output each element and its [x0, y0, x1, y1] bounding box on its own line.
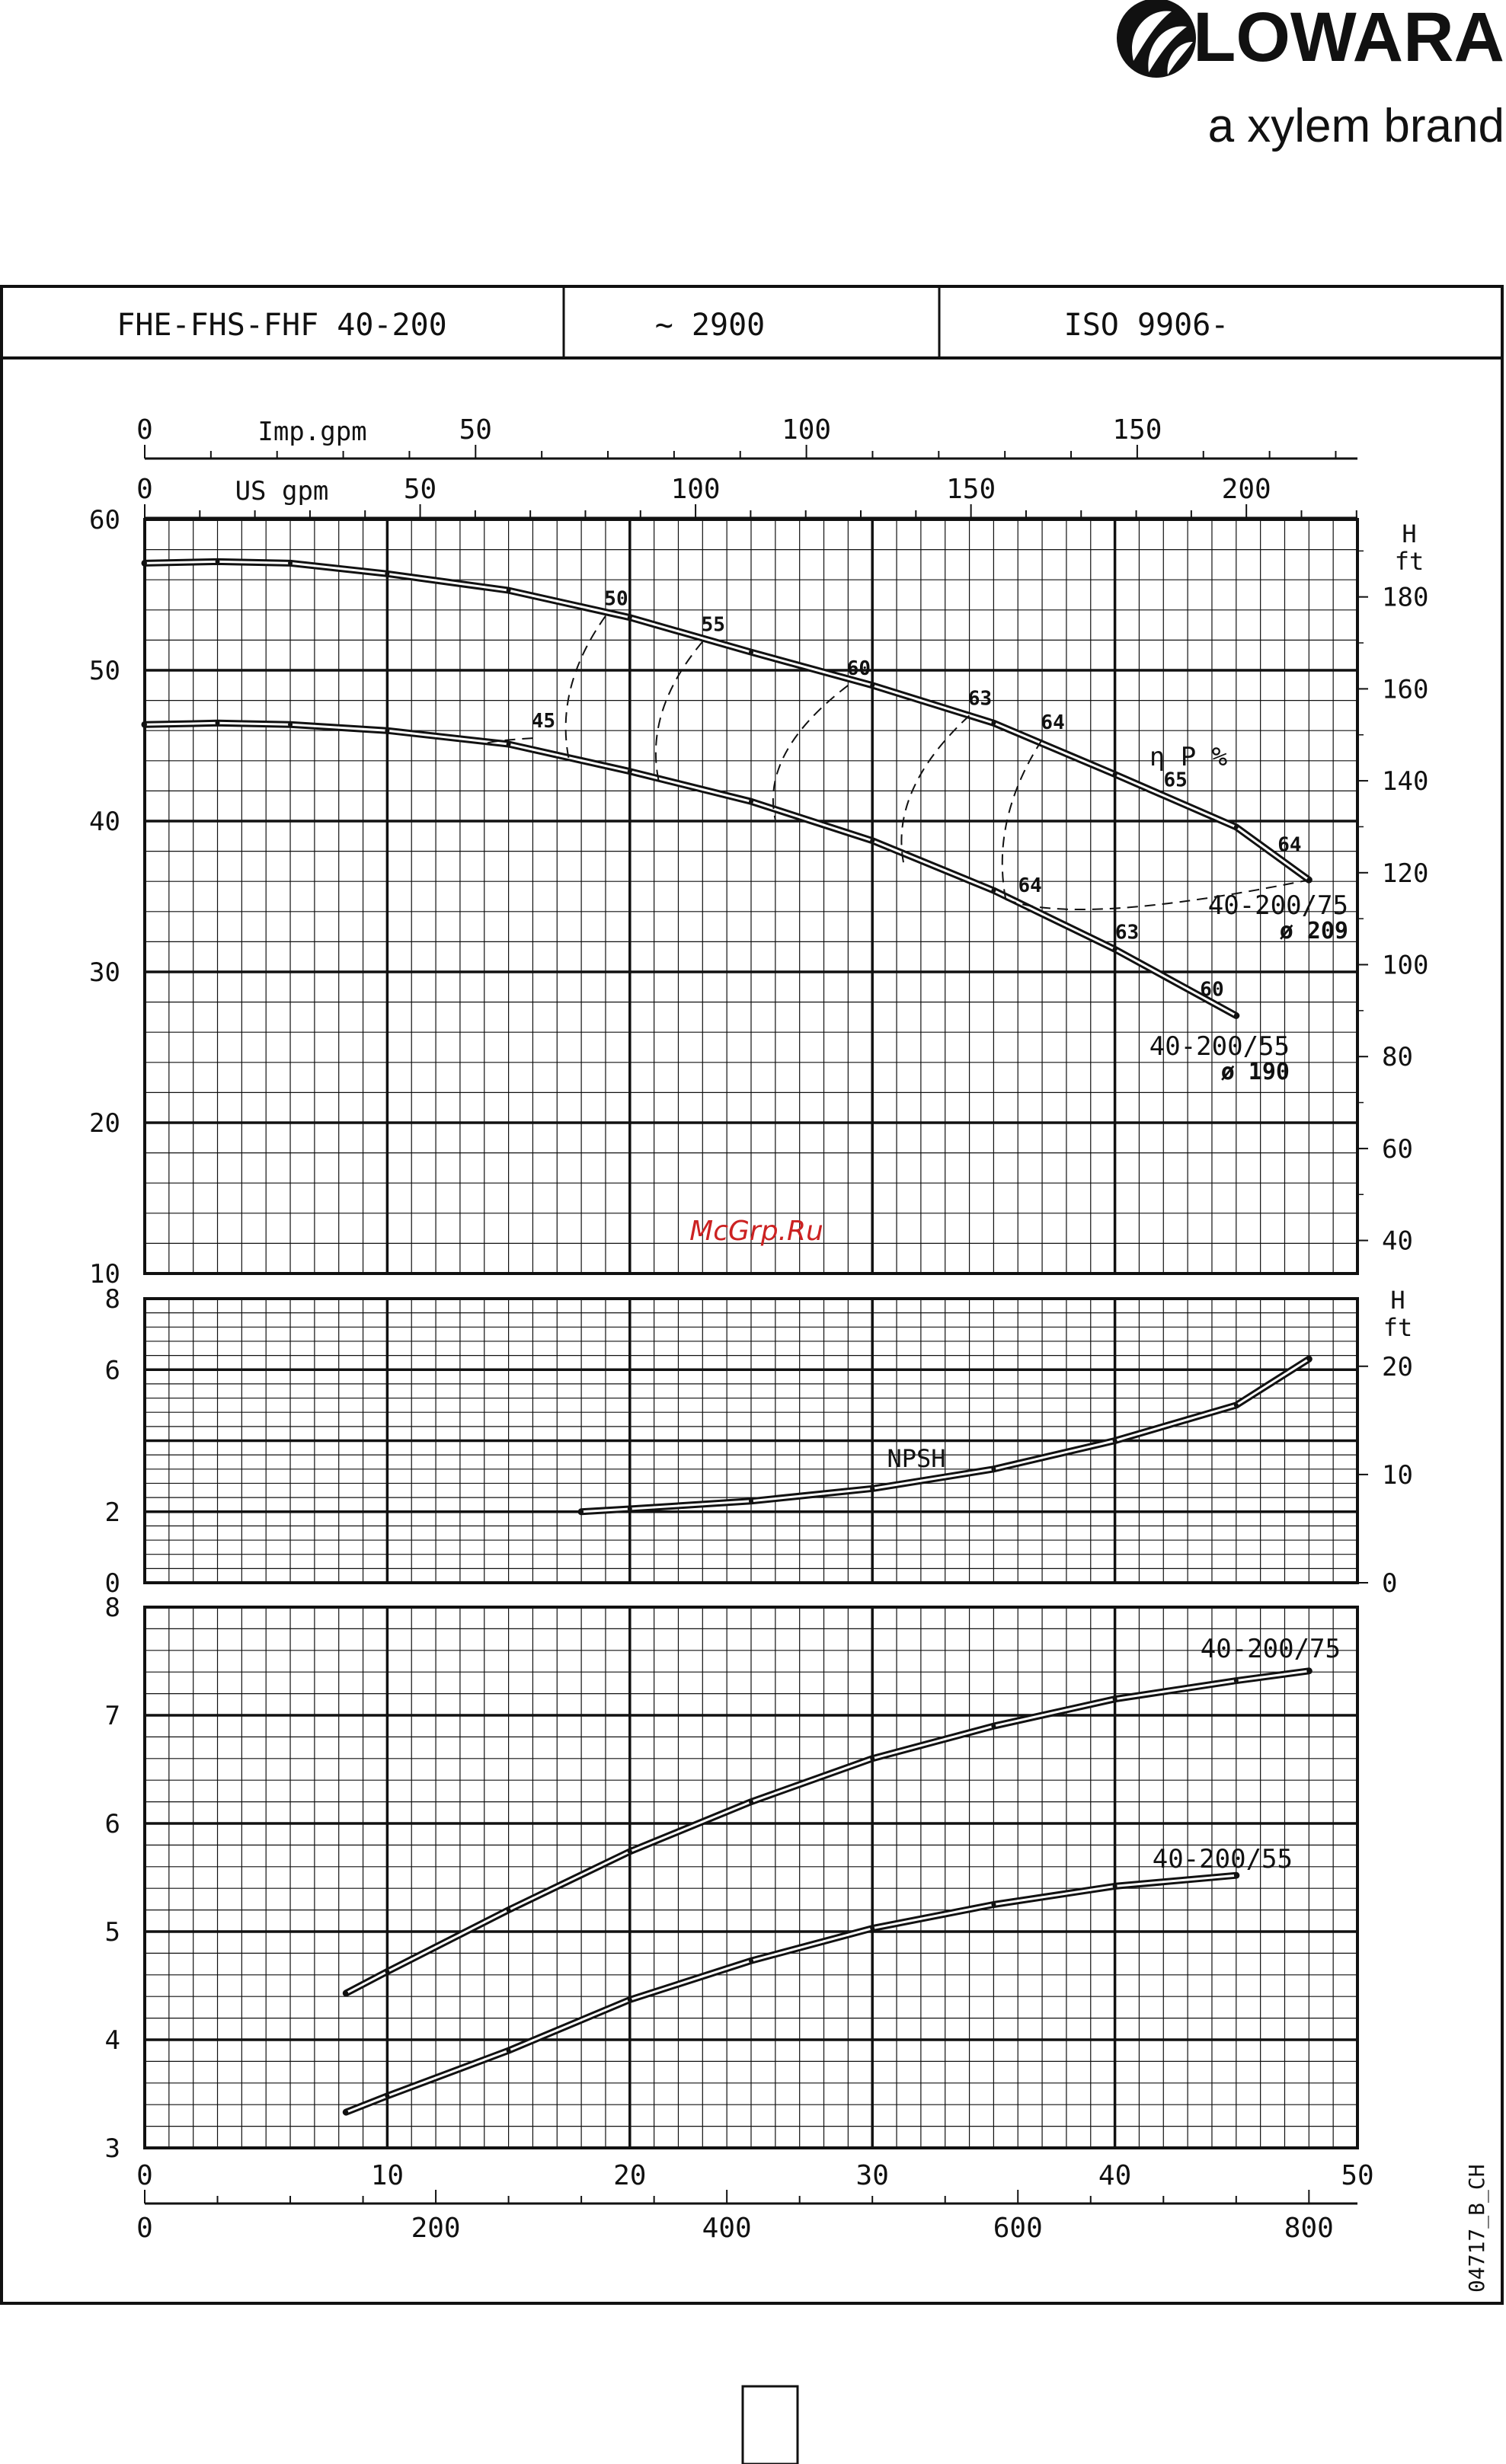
- curve-point-head-0-7: [870, 683, 875, 688]
- right-tick-label-0-5: 140: [1382, 766, 1429, 797]
- imp-tick-label-2: 100: [782, 414, 832, 446]
- m3h-tick-label-3: 30: [855, 2160, 889, 2191]
- curve-point-head-0-9: [1113, 772, 1118, 777]
- curve-point-head-0-10: [1234, 825, 1239, 829]
- m3h-tick-label-4: 40: [1098, 2160, 1132, 2191]
- brand-tagline: a xylem brand: [1207, 100, 1504, 152]
- npsh-right-axis-unit: ft: [1383, 1313, 1413, 1342]
- eff-right-label-2: 64: [1018, 874, 1042, 898]
- curve-inner-power-0: [346, 1671, 1309, 1993]
- curve-point-head-0-4: [507, 588, 511, 593]
- y-tick-label-0-1: 20: [89, 1108, 120, 1139]
- right-tick-label-0-0: 40: [1382, 1226, 1413, 1257]
- curve-point-head-1-1: [216, 721, 220, 725]
- curve-point-head-1-3: [385, 728, 389, 733]
- brand-block: [1117, 0, 1504, 152]
- lmin-tick-label-1: 200: [411, 2213, 461, 2244]
- curve-point-head-1-2: [288, 722, 293, 727]
- imp-tick-label-0: 0: [136, 414, 153, 446]
- curve-point-power-1-6: [991, 1903, 996, 1907]
- curve-outer-power-1: [346, 1875, 1236, 2112]
- y-tick-label-0-3: 40: [89, 807, 120, 837]
- grid-layer: [145, 445, 1368, 2204]
- us-gpm-axis-label: US gpm: [235, 476, 329, 507]
- curve-point-power-0-0: [344, 1991, 348, 1996]
- eff-line-1: [566, 616, 606, 761]
- us-tick-label-3: 150: [946, 474, 996, 505]
- curve-point-power-0-1: [385, 1970, 389, 1974]
- y-tick-label-2-2: 5: [104, 1917, 120, 1948]
- curve-point-power-1-7: [1113, 1884, 1118, 1888]
- head-series-75-diameter: ø 209: [1279, 918, 1348, 944]
- right-tick-label-0-4: 120: [1382, 858, 1429, 889]
- right-tick-label-0-3: 100: [1382, 950, 1429, 981]
- npsh-series-label: NPSH: [887, 1444, 946, 1473]
- head-series-55-diameter: ø 190: [1220, 1059, 1290, 1085]
- eff-label-5: 64: [1041, 711, 1065, 735]
- lmin-tick-label-2: 400: [702, 2213, 752, 2244]
- head-series-75-name: 40-200/75: [1207, 890, 1348, 921]
- page-number-box: [743, 2386, 798, 2464]
- lowara-swirl-icon: [1117, 0, 1196, 78]
- curve-point-head-1-10: [1234, 1013, 1239, 1018]
- us-tick-label-0: 0: [136, 474, 153, 505]
- eff-right-label-3: 63: [1114, 921, 1140, 944]
- curve-point-npsh-0-7: [1306, 1357, 1311, 1361]
- imp-gpm-axis-label: Imp.gpm: [257, 417, 367, 447]
- curve-point-head-1-6: [749, 799, 753, 804]
- curve-point-head-0-6: [749, 650, 753, 654]
- eff-label-3: 60: [846, 657, 871, 680]
- imp-tick-label-1: 50: [459, 414, 492, 446]
- y-tick-label-0-2: 30: [89, 957, 120, 988]
- m3h-tick-label-2: 20: [613, 2160, 647, 2191]
- curve-point-power-1-3: [628, 1997, 632, 2002]
- head-right-axis-H: H: [1402, 519, 1417, 548]
- curve-point-head-1-5: [628, 769, 632, 774]
- brand-name: LOWARA: [1193, 0, 1504, 76]
- m3h-tick-label-5: 50: [1341, 2160, 1374, 2191]
- right-tick-label-0-6: 160: [1382, 674, 1429, 705]
- y-tick-label-2-0: 3: [104, 2133, 120, 2164]
- power-series-55-label: 40-200/55: [1152, 1844, 1293, 1874]
- header-speed: ~ 2900: [654, 308, 766, 343]
- eff-line-4: [901, 715, 969, 864]
- eff-right-label-1: 64: [1277, 833, 1302, 857]
- right-tick-label-1-1: 10: [1382, 1459, 1413, 1491]
- curve-point-npsh-0-3: [870, 1486, 875, 1491]
- curve-point-power-0-2: [507, 1908, 511, 1913]
- eff-line-3: [773, 686, 848, 820]
- y-tick-label-2-1: 4: [104, 2025, 120, 2056]
- us-tick-label-1: 50: [403, 474, 437, 505]
- lmin-tick-label-0: 0: [136, 2213, 153, 2244]
- curve-point-power-1-2: [507, 2048, 511, 2053]
- y-tick-label-1-0: 0: [104, 1568, 120, 1599]
- y-tick-label-1-3: 8: [104, 1284, 120, 1315]
- curve-point-head-1-0: [142, 722, 147, 727]
- header-model: FHE-FHS-FHF 40-200: [117, 308, 447, 343]
- y-tick-label-2-5: 8: [104, 1593, 120, 1623]
- curve-point-power-0-5: [870, 1756, 875, 1761]
- curve-point-head-1-8: [991, 888, 996, 893]
- curve-point-power-0-6: [991, 1724, 996, 1728]
- right-tick-label-0-1: 60: [1382, 1133, 1413, 1165]
- header-standard: ISO 9906-: [1063, 308, 1229, 343]
- npsh-right-axis-H: H: [1390, 1286, 1405, 1315]
- y-tick-label-0-5: 60: [89, 505, 120, 535]
- y-tick-label-2-4: 7: [104, 1701, 120, 1731]
- y-tick-label-0-0: 10: [89, 1259, 120, 1290]
- right-tick-label-0-2: 80: [1382, 1042, 1413, 1073]
- m3h-tick-label-0: 0: [136, 2160, 153, 2191]
- right-tick-label-0-7: 180: [1382, 582, 1429, 613]
- eff-right-label-4: 60: [1200, 978, 1224, 1002]
- y-tick-label-0-4: 50: [89, 656, 120, 686]
- efficiency-label: η P %: [1149, 742, 1228, 772]
- curve-outer-power-0: [346, 1671, 1309, 1993]
- eff-label-0: 45: [531, 710, 556, 733]
- eff-label-2: 55: [701, 613, 725, 637]
- curve-point-head-0-1: [216, 559, 220, 564]
- curve-point-power-1-5: [870, 1926, 875, 1931]
- curve-point-npsh-0-1: [628, 1507, 632, 1511]
- m3h-tick-label-1: 10: [370, 2160, 404, 2191]
- curve-point-power-0-7: [1113, 1697, 1118, 1702]
- head-series-55-name: 40-200/55: [1149, 1031, 1290, 1062]
- right-tick-label-1-2: 20: [1382, 1351, 1413, 1382]
- eff-label-4: 63: [967, 687, 993, 711]
- curve-point-npsh-0-6: [1234, 1403, 1239, 1408]
- curve-point-npsh-0-0: [579, 1510, 584, 1514]
- y-tick-label-1-1: 2: [104, 1497, 120, 1528]
- lmin-tick-label-3: 600: [993, 2213, 1043, 2244]
- eff-right-label-0: 65: [1163, 769, 1188, 792]
- curve-point-head-1-9: [1113, 947, 1118, 951]
- curve-point-power-0-9: [1306, 1669, 1311, 1673]
- curve-point-head-1-4: [507, 742, 511, 746]
- curve-point-head-0-3: [385, 571, 389, 576]
- curve-point-power-1-4: [749, 1958, 753, 1963]
- curve-point-power-0-4: [749, 1800, 753, 1804]
- y-tick-label-1-2: 6: [104, 1355, 120, 1386]
- curve-point-power-1-1: [385, 2094, 389, 2098]
- outer-frame: [2, 286, 1502, 2303]
- head-right-axis-unit: ft: [1394, 547, 1424, 576]
- curve-point-npsh-0-4: [991, 1467, 996, 1472]
- right-tick-label-1-0: 0: [1382, 1568, 1398, 1599]
- us-tick-label-2: 100: [670, 474, 721, 505]
- eff-label-1: 50: [604, 587, 628, 611]
- us-tick-label-4: 200: [1221, 474, 1271, 505]
- curve-point-head-0-0: [142, 561, 147, 565]
- drawing-code: 04717_B_CH: [1464, 2164, 1489, 2293]
- curve-point-power-1-0: [344, 2110, 348, 2114]
- curve-point-npsh-0-2: [749, 1499, 753, 1504]
- watermark: McGrp.Ru: [689, 1216, 823, 1247]
- curve-point-head-1-7: [870, 839, 875, 843]
- curve-inner-power-1: [346, 1875, 1236, 2112]
- curve-point-power-0-3: [628, 1849, 632, 1854]
- curve-point-head-0-2: [288, 561, 293, 565]
- curve-point-power-0-8: [1234, 1679, 1239, 1683]
- curve-point-head-0-5: [628, 615, 632, 620]
- lmin-tick-label-4: 800: [1284, 2213, 1334, 2244]
- imp-tick-label-3: 150: [1112, 414, 1162, 446]
- curve-point-npsh-0-5: [1113, 1439, 1118, 1443]
- curve-point-head-0-8: [991, 721, 996, 725]
- y-tick-label-2-3: 6: [104, 1809, 120, 1839]
- power-series-75-label: 40-200/75: [1200, 1634, 1341, 1664]
